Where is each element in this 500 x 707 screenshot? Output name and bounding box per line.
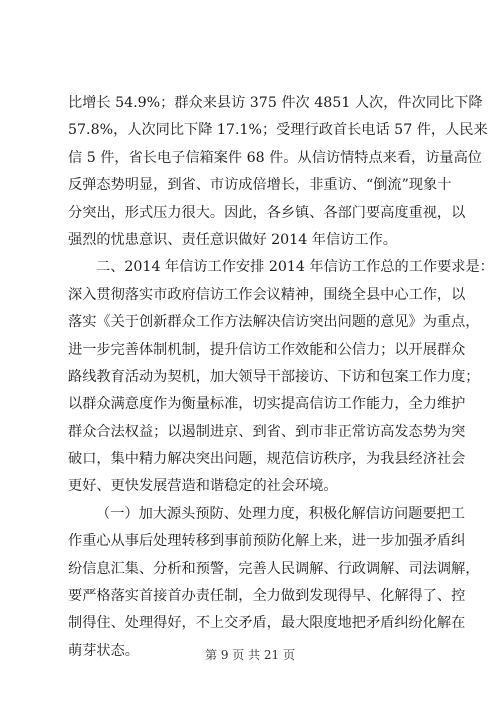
- text-line: 比增长 54.9%；群众来县访 375 件次 4851 人次，件次同比下降: [68, 95, 483, 111]
- text-line: 作重心从事后处理转移到事前预防化解上来，进一步加强矛盾纠: [68, 533, 466, 550]
- text-line: 落实《关于创新群众工作方法解决信访突出问题的意见》为重点，: [68, 314, 480, 331]
- text-line: 二、2014 年信访工作安排 2014 年信访工作总的工作要求是：: [96, 259, 494, 276]
- text-line: 要严格落实首接首办责任制，全力做到发现得早、化解得了、控: [68, 588, 466, 605]
- text-line: （一）加大源头预防、处理力度，积极化解信访问题要把工: [96, 505, 465, 522]
- text-line: 信 5 件，省长电子信箱案件 68 件。从信访情特点来看，访量高位: [68, 149, 482, 166]
- page-footer: [0, 646, 500, 663]
- text-line: 群众合法权益；以遏制进京、到省、到市非正常访高发态势为突: [68, 423, 466, 440]
- paragraph-2: [68, 254, 494, 501]
- page-number-label: 第 9 页 共 21 页: [205, 648, 295, 662]
- text-line: 以群众满意度作为衡量标准，切实提高信访工作能力，全力维护: [68, 396, 466, 413]
- text-line: 反弹态势明显，到省、市访成倍增长，非重访、“倒流”现象十: [68, 177, 452, 194]
- text-line: 制得住、处理得好，不上交矛盾，最大限度地把矛盾纠纷化解在: [68, 615, 466, 632]
- text-line: 分突出，形式压力很大。因此，各乡镇、各部门要高度重视，以: [68, 204, 466, 221]
- text-line: 路线教育活动为契机，加大领导干部接访、下访和包案工作力度；: [68, 368, 480, 385]
- document-body: [68, 90, 494, 665]
- text-line: 更好、更快发展营造和谐稳定的社会环境。: [68, 478, 338, 495]
- paragraph-1: [68, 90, 488, 254]
- text-line: 纷信息汇集、分析和预警，完善人民调解、行政调解、司法调解，: [68, 560, 480, 577]
- text-line: 深入贯彻落实市政府信访工作会议精神，围绕全县中心工作，以: [68, 286, 466, 303]
- paragraph-3: [68, 501, 480, 665]
- text-line: 破口，集中精力解决突出问题，规范信访秩序，为我县经济社会: [68, 451, 466, 468]
- text-line: 进一步完善体制机制，提升信访工作效能和公信力；以开展群众: [68, 341, 466, 358]
- text-line: 强烈的忧患意识、责任意识做好 2014 年信访工作。: [68, 231, 397, 248]
- text-line: 57.8%，人次同比下降 17.1%；受理行政首长电话 57 件，人民来: [68, 122, 488, 139]
- text-line: 萌芽状态。: [68, 642, 139, 659]
